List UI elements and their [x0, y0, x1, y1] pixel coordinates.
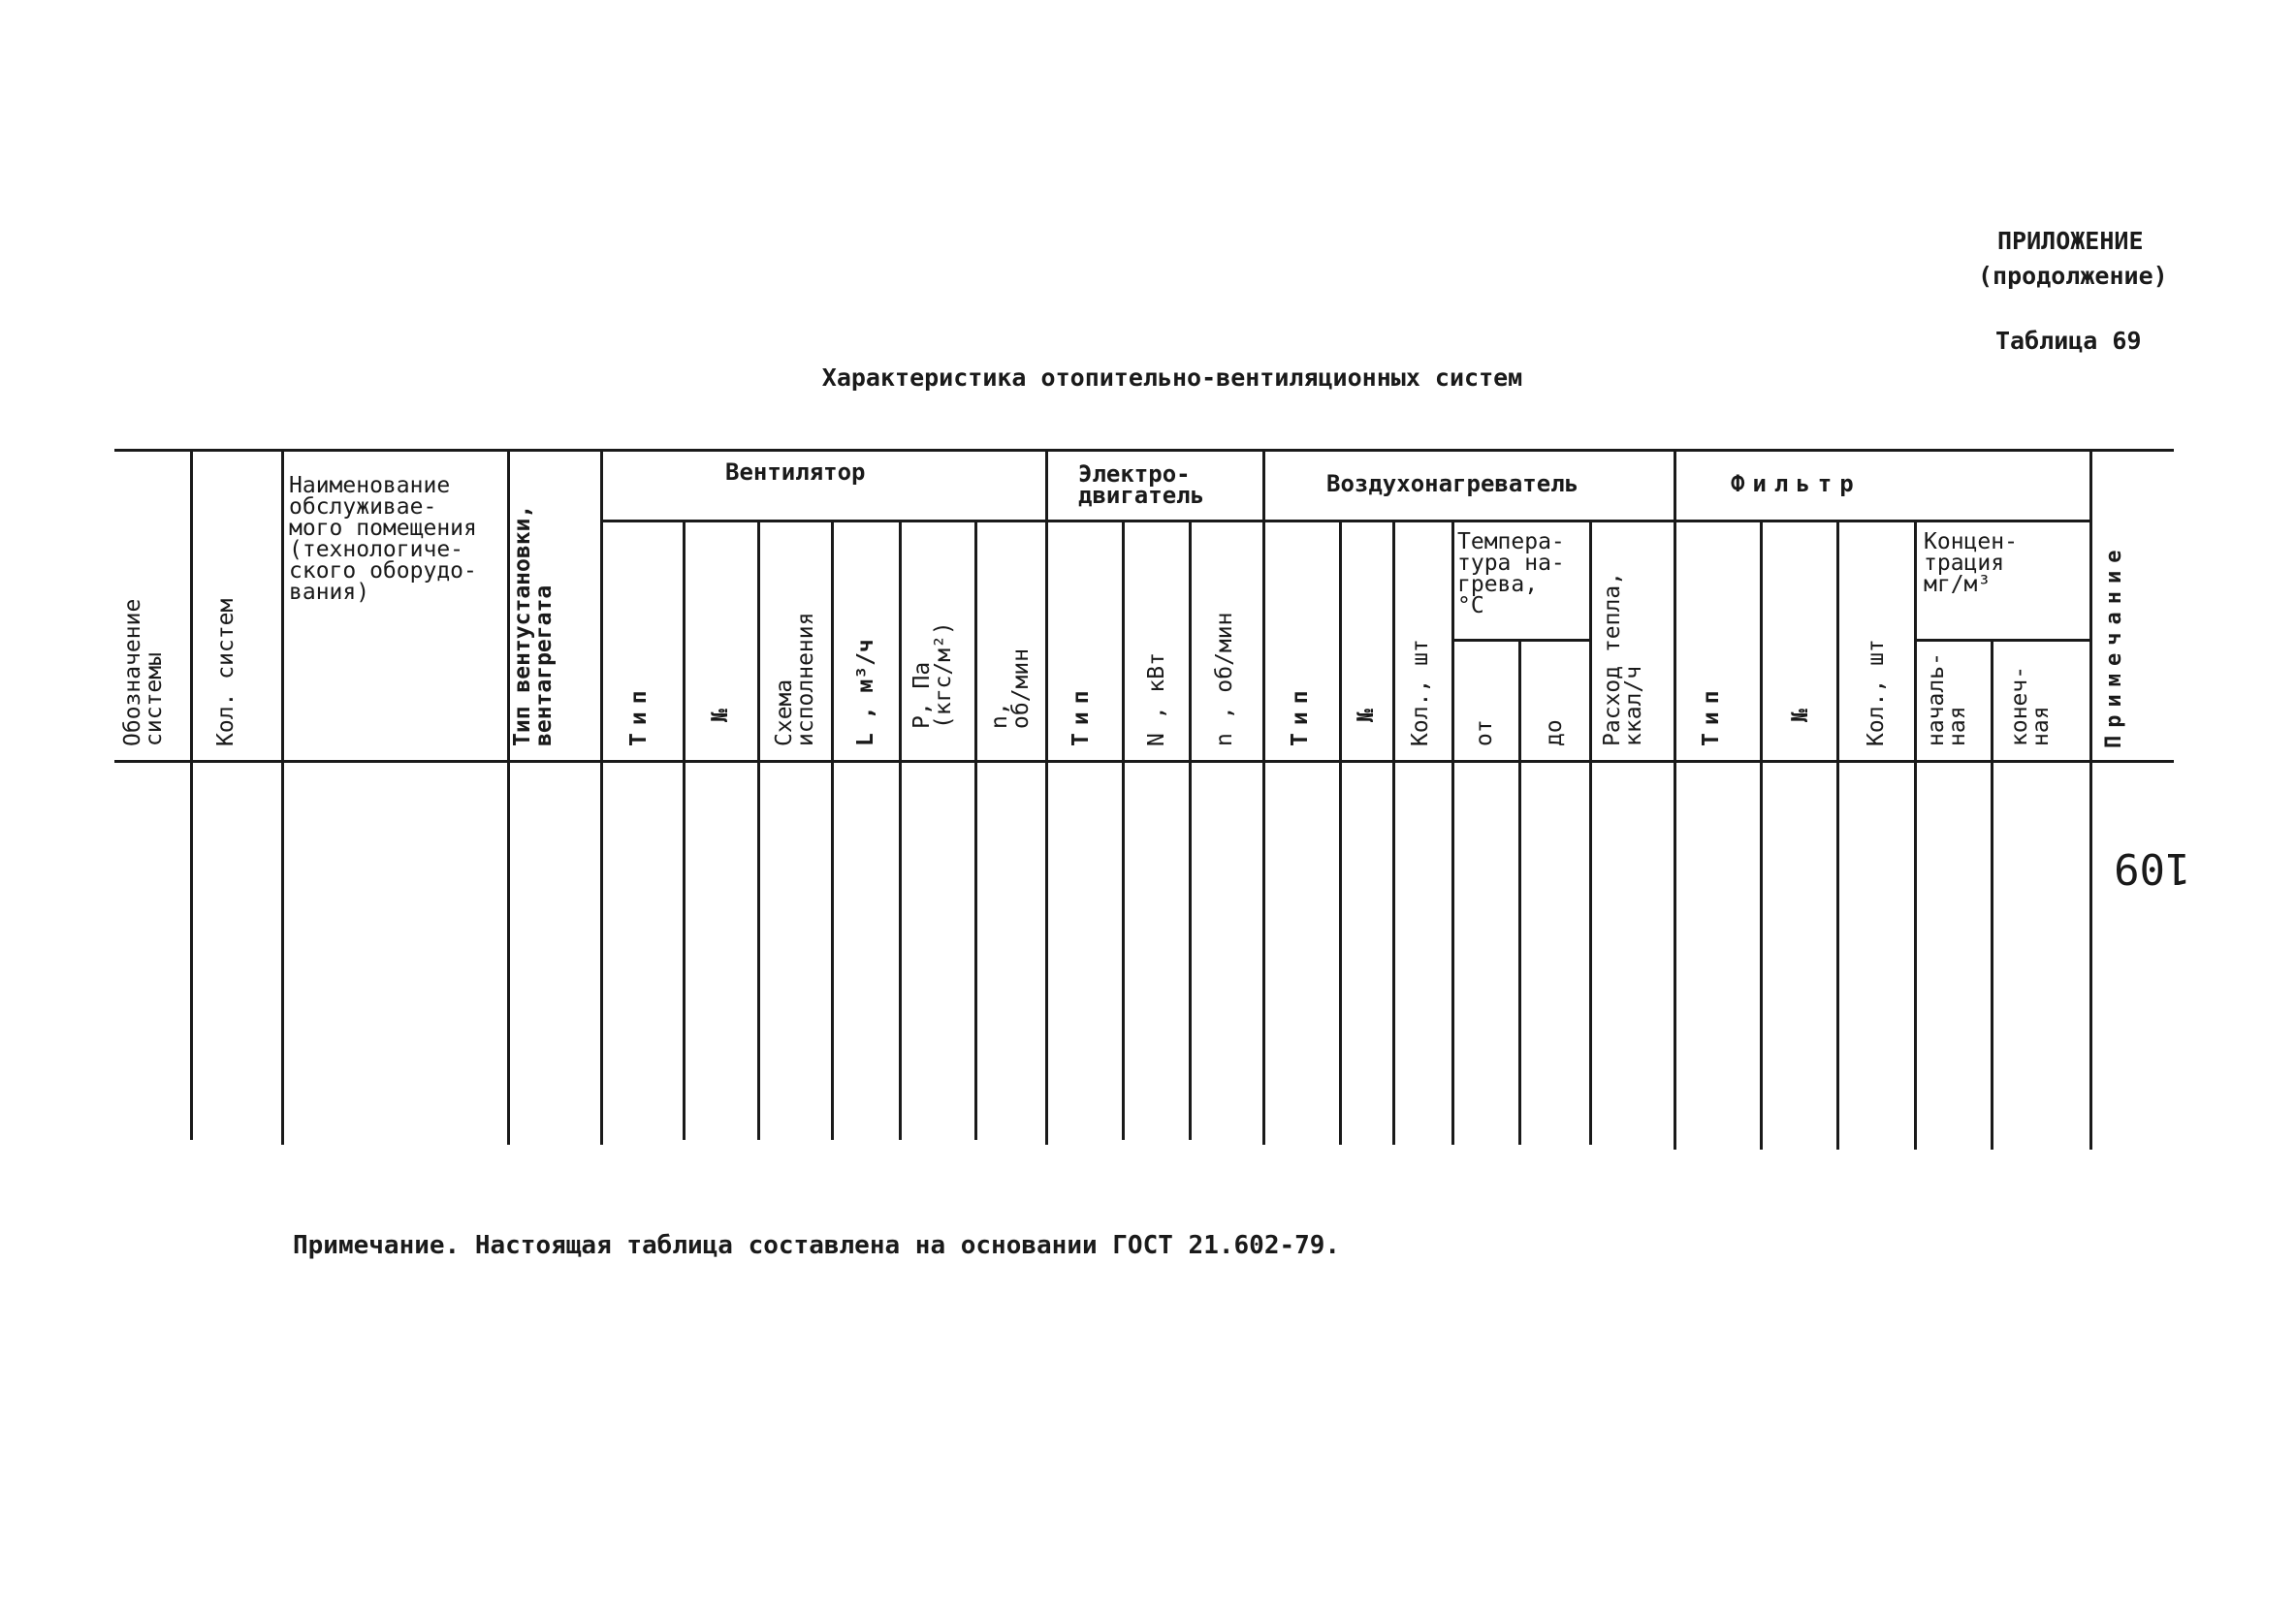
footnote: Примечание. Настоящая таблица составлена на основании ГОСТ 21.602-79. [293, 1231, 1341, 1260]
fan-scheme-header: Схема исполнения [772, 612, 818, 746]
heater-qty-header: Кол., шт [1408, 639, 1433, 746]
col-line [190, 452, 193, 1140]
motor-speed-header: n , об/мин [1212, 612, 1237, 746]
designation-header: Обозначение системы [120, 598, 167, 746]
filter-conc-start-header: началь- ная [1924, 652, 1970, 746]
col-line [683, 521, 686, 1140]
fan-group-header: Вентилятор [725, 458, 866, 486]
heater-temp-header: Темпера- тура на- грева, °С [1457, 529, 1565, 618]
col-line [1518, 641, 1521, 1145]
col-line [281, 452, 284, 1145]
fan-type-header: Тип [626, 682, 652, 746]
heater-heat-header: Расход тепла, ккал/ч [1600, 571, 1646, 746]
heater-type-header: Тип [1288, 682, 1313, 746]
col-line [1339, 521, 1342, 1145]
heater-temp-from-header: от [1472, 719, 1497, 746]
col-line [1836, 521, 1839, 1150]
heater-group-header: Воздухонагреватель [1326, 470, 1579, 497]
filter-group-header: Фильтр [1731, 470, 1862, 497]
motor-group-header: Электро- двигатель [1078, 460, 1205, 509]
col-line [1991, 641, 1993, 1150]
col-line [1589, 521, 1592, 1145]
col-line [1674, 452, 1676, 1150]
heater-number-header: № [1354, 709, 1379, 722]
filter-number-header: № [1788, 709, 1813, 722]
col-line [600, 452, 603, 1145]
col-line [974, 521, 977, 1140]
header-bottom-border [114, 760, 2174, 763]
appendix-title: ПРИЛОЖЕНИЕ [1997, 227, 2144, 255]
col-line [899, 521, 902, 1140]
count-header: Кол. систем [213, 598, 239, 746]
table-top-border [114, 449, 2174, 452]
col-line [2089, 452, 2092, 1150]
page-number: 109 [2114, 843, 2191, 893]
col-line [1914, 521, 1917, 1150]
col-line [1451, 521, 1454, 1145]
remark-header: Примечание [2102, 542, 2126, 748]
col-line [1189, 521, 1192, 1140]
col-line [1392, 521, 1395, 1145]
motor-power-header: N , кВт [1144, 652, 1169, 746]
col-line [757, 521, 760, 1140]
conc-divider-line [1916, 639, 2092, 642]
fan-pressure-header: Р, Па (кгс/м²) [909, 621, 956, 729]
motor-type-header: Тип [1068, 682, 1094, 746]
appendix-continuation: (продолжение) [1978, 262, 2168, 290]
col-line [1262, 452, 1265, 1145]
table-number: Таблица 69 [1995, 327, 2142, 355]
group-divider-line [601, 520, 2092, 522]
heater-temp-to-header: до [1542, 719, 1567, 746]
filter-type-header: Тип [1699, 682, 1724, 746]
room-name-header: Наименование обслуживае- мого помещения (технологиче- ского оборудо- вания) [289, 473, 477, 605]
fan-flow-header: L , м³/ч [853, 639, 878, 746]
table-title: Характеристика отопительно-вентиляционных систем [821, 363, 1523, 392]
col-line [1760, 521, 1763, 1150]
col-line [1122, 521, 1125, 1140]
filter-qty-header: Кол., шт [1864, 639, 1889, 746]
filter-conc-header: Концен- трация мг/м³ [1924, 529, 2018, 597]
col-line [1045, 452, 1048, 1145]
unit-type-header: Тип вентустановки, вентагрегата [510, 504, 557, 746]
filter-conc-end-header: конеч- ная [2007, 665, 2054, 746]
col-line [831, 521, 834, 1140]
fan-speed-header: n, об/мин [987, 648, 1034, 729]
fan-number-header: № [708, 709, 733, 722]
